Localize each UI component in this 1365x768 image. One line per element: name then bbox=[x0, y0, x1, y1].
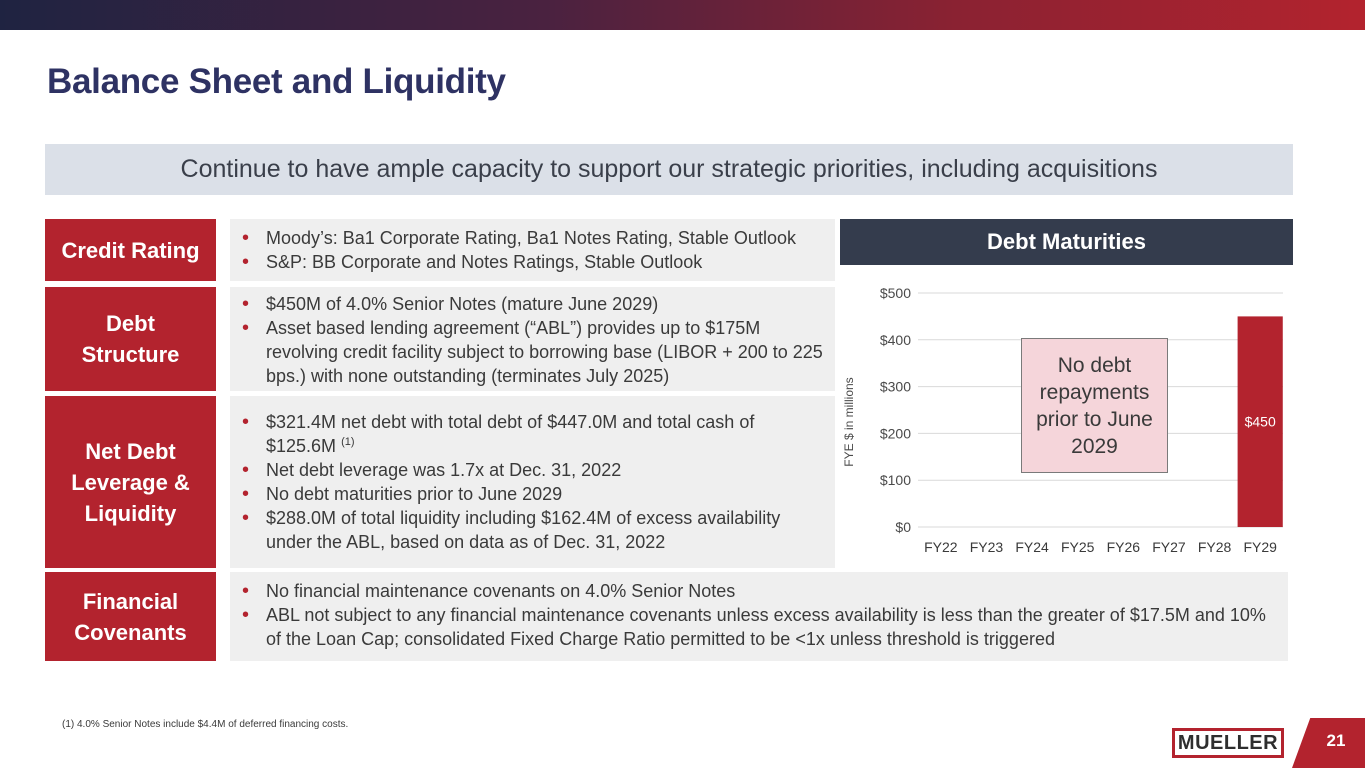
x-tick-label: FY23 bbox=[969, 539, 1004, 555]
y-tick-label: $100 bbox=[879, 472, 911, 489]
chart-title: Debt Maturities bbox=[840, 219, 1293, 265]
data-label: $450 bbox=[1244, 413, 1276, 430]
summary-banner: Continue to have ample capacity to support our strategic priorities, including acquisitions bbox=[45, 144, 1293, 195]
x-tick-label: FY27 bbox=[1152, 539, 1186, 555]
financial-covenants-box bbox=[230, 572, 1288, 661]
debt-structure-label: Debt Structure bbox=[45, 287, 216, 391]
bullet-item: • ABL not subject to any financial maintenance covenants unless excess availability is less than the greater of $17.5M and 10% of the Loan Cap; consolidated Fixed Charge Ratio permitted to be <1x unless threshold is triggered bbox=[240, 603, 1280, 651]
x-tick-label: FY26 bbox=[1106, 539, 1141, 555]
bullet-text: $321.4M net debt with total debt of $447.0M and total cash of $125.6M bbox=[266, 412, 755, 456]
y-axis-label: FYE $ in millions bbox=[842, 377, 856, 467]
chart-annotation: No debt repayments prior to June 2029 bbox=[1021, 338, 1168, 473]
bullet-item: • No financial maintenance covenants on 4.0% Senior Notes bbox=[240, 579, 1280, 603]
credit-rating-label: Credit Rating bbox=[45, 219, 216, 281]
bullet-item: • Moody’s: Ba1 Corporate Rating, Ba1 Notes Rating, Stable Outlook bbox=[240, 226, 835, 250]
bullet-item: • Asset based lending agreement (“ABL”) provides up to $175M revolving credit facility subject to borrowing base (LIBOR + 200 to 225 bps.) with none outstanding (terminates July 2025) bbox=[240, 316, 823, 388]
y-tick-label: $200 bbox=[879, 425, 911, 442]
bullet-item: • Net debt leverage was 1.7x at Dec. 31, 2022 bbox=[240, 458, 823, 482]
page-title: Balance Sheet and Liquidity bbox=[47, 62, 506, 101]
x-axis-ticks bbox=[924, 539, 1277, 555]
bullet-item: • S&P: BB Corporate and Notes Ratings, Stable Outlook bbox=[240, 250, 835, 274]
footnote: (1) 4.0% Senior Notes include $4.4M of deferred financing costs. bbox=[62, 719, 349, 730]
y-tick-label: $0 bbox=[895, 519, 911, 535]
y-tick-label: $400 bbox=[879, 331, 911, 348]
net-debt-label: Net Debt Leverage & Liquidity bbox=[45, 396, 216, 568]
x-tick-label: FY28 bbox=[1197, 539, 1232, 555]
y-axis-ticks bbox=[880, 285, 911, 535]
y-tick-label: $500 bbox=[879, 285, 911, 301]
bullet-item bbox=[240, 410, 823, 458]
debt-structure-box bbox=[230, 287, 835, 391]
bullet-item: • $288.0M of total liquidity including $162.4M of excess availability under the ABL, based on data as of Dec. 31, 2022 bbox=[240, 506, 823, 554]
mueller-logo: MUELLER bbox=[1172, 728, 1284, 758]
x-tick-label: FY24 bbox=[1015, 539, 1049, 555]
x-tick-label: FY29 bbox=[1243, 539, 1277, 555]
credit-rating-box bbox=[230, 219, 835, 281]
top-gradient-bar bbox=[0, 0, 1365, 30]
net-debt-box bbox=[230, 396, 835, 568]
bars bbox=[1238, 316, 1283, 527]
x-tick-label: FY22 bbox=[924, 539, 958, 555]
page-number: 21 bbox=[1326, 731, 1346, 750]
financial-covenants-label: Financial Covenants bbox=[45, 572, 216, 661]
bullet-item: • No debt maturities prior to June 2029 bbox=[240, 482, 823, 506]
y-tick-label: $300 bbox=[879, 378, 911, 395]
bullet-item: • $450M of 4.0% Senior Notes (mature June 2029) bbox=[240, 292, 823, 316]
x-tick-label: FY25 bbox=[1060, 539, 1095, 555]
footnote-ref: (1) bbox=[341, 436, 355, 448]
